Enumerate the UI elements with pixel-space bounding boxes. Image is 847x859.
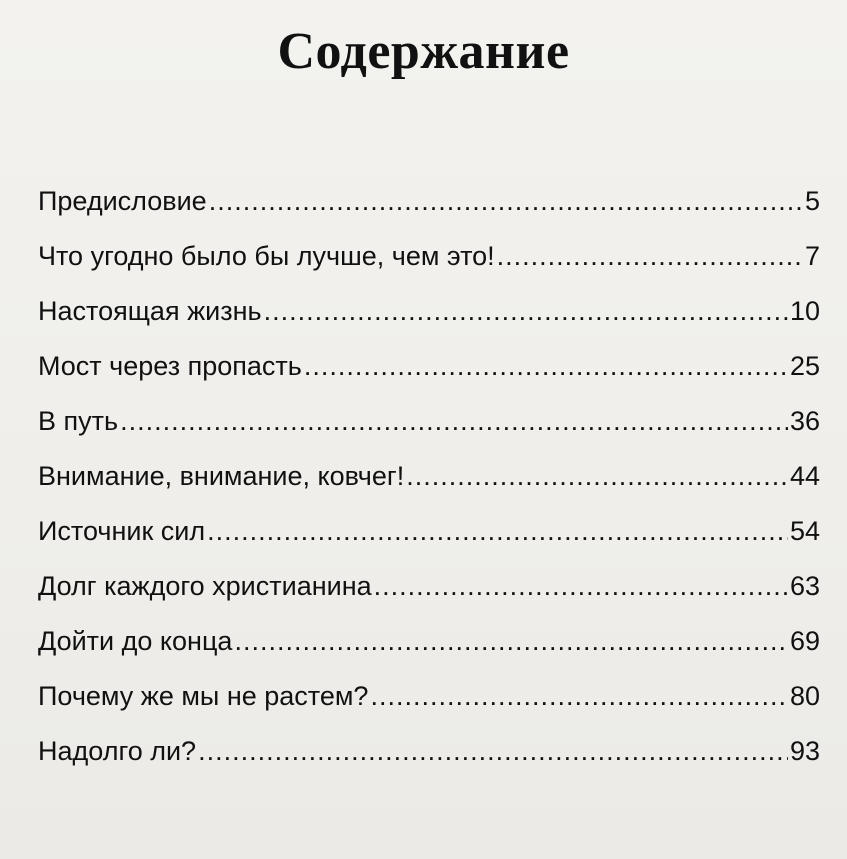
toc-entry-page: 36 (789, 406, 820, 436)
dot-leader (406, 461, 788, 492)
toc-entry-page: 5 (804, 186, 820, 216)
toc-entry (38, 571, 820, 626)
toc-entry (38, 516, 820, 571)
toc-entry-title: Источник сил (38, 516, 206, 546)
toc-entry-title: Настоящая жизнь (38, 296, 262, 326)
toc-entry-page: 54 (789, 516, 820, 546)
dot-leader (120, 406, 788, 437)
table-of-contents (38, 186, 820, 791)
dot-leader (497, 241, 803, 272)
toc-entry-page: 63 (789, 571, 820, 601)
toc-entry-title: Что угодно было бы лучше, чем это! (38, 241, 495, 271)
toc-entry (38, 681, 820, 736)
dot-leader (304, 351, 788, 382)
dot-leader (370, 681, 788, 712)
toc-entry (38, 186, 820, 241)
toc-entry (38, 736, 820, 791)
page-title: Содержание (277, 23, 570, 80)
dot-leader (207, 516, 788, 547)
toc-entry (38, 406, 820, 461)
toc-entry-title: Мост через пропасть (38, 351, 302, 381)
toc-entry-title: В путь (38, 406, 119, 436)
toc-entry-title: Дойти до конца (38, 626, 233, 656)
toc-entry-page: 69 (789, 626, 820, 656)
dot-leader (264, 296, 788, 327)
toc-entry-page: 93 (789, 736, 820, 766)
toc-entry-page: 7 (804, 241, 820, 271)
dot-leader (234, 626, 788, 657)
toc-entry-page: 80 (789, 681, 820, 711)
toc-entry-title: Долг каждого христианина (38, 571, 372, 601)
toc-entry (38, 461, 820, 516)
dot-leader (198, 736, 788, 767)
toc-entry-title: Внимание, внимание, ковчег! (38, 461, 405, 491)
toc-entry-page: 10 (789, 296, 820, 326)
toc-entry-page: 25 (789, 351, 820, 381)
toc-entry-page: 44 (789, 461, 820, 491)
dot-leader (209, 186, 803, 217)
toc-entry-title: Почему же мы не растем? (38, 681, 369, 711)
toc-entry-title: Надолго ли? (38, 736, 197, 766)
toc-entry (38, 241, 820, 296)
toc-entry (38, 296, 820, 351)
dot-leader (374, 571, 788, 602)
toc-entry-title: Предисловие (38, 186, 207, 216)
toc-entry (38, 626, 820, 681)
toc-entry (38, 351, 820, 406)
